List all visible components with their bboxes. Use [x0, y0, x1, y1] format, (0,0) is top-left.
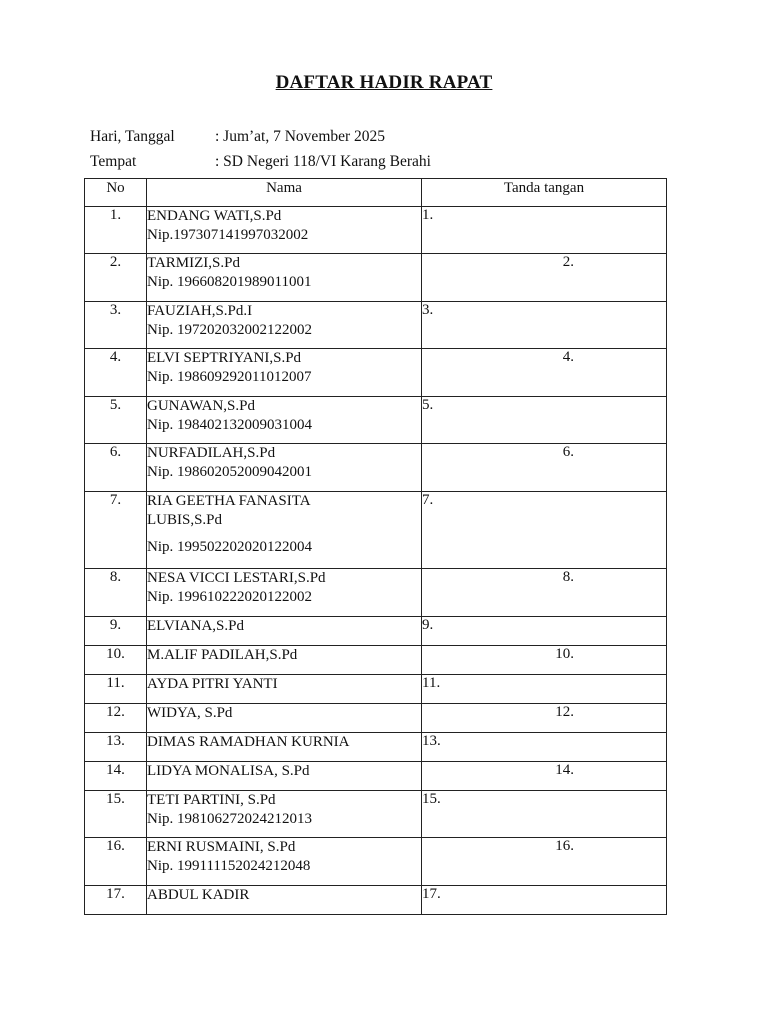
meta-place-label: Tempat	[90, 153, 137, 170]
row-number: 10.	[85, 646, 147, 675]
row-number: 14.	[85, 762, 147, 791]
row-name: WIDYA, S.Pd	[147, 705, 233, 721]
table-row	[85, 302, 667, 349]
row-name: FAUZIAH,S.Pd.I	[147, 303, 253, 319]
row-name-cell	[147, 704, 422, 733]
row-name: M.ALIF PADILAH,S.Pd	[147, 647, 298, 663]
row-number: 15.	[85, 791, 147, 838]
meta-date-value: : Jum’at, 7 November 2025	[215, 128, 386, 145]
row-signature-cell[interactable]: 4.	[422, 349, 667, 397]
table-row	[85, 617, 667, 646]
row-signature-cell[interactable]: 7.	[422, 492, 667, 569]
row-name-cell	[147, 733, 422, 762]
row-name: NESA VICCI LESTARI,S.Pd	[147, 570, 326, 586]
row-name-cell	[147, 886, 422, 915]
row-name: DIMAS RAMADHAN KURNIA	[147, 734, 350, 750]
table-row	[85, 675, 667, 704]
row-name-cell	[147, 617, 422, 646]
row-signature-cell[interactable]: 15.	[422, 791, 667, 838]
row-name-cell	[147, 791, 422, 838]
row-nip: Nip. 198402132009031004	[147, 417, 312, 433]
row-number: 13.	[85, 733, 147, 762]
row-name: TETI PARTINI, S.Pd	[147, 792, 276, 808]
row-name-cell	[147, 646, 422, 675]
row-name-cell	[147, 675, 422, 704]
meta-place-row	[90, 153, 431, 171]
row-name: NURFADILAH,S.Pd	[147, 445, 276, 461]
row-nip: Nip.197307141997032002	[147, 227, 309, 243]
row-nip: Nip. 199111152024212048	[147, 858, 311, 874]
document-title: DAFTAR HADIR RAPAT	[275, 72, 493, 93]
row-nip: Nip. 199610222020122002	[147, 589, 312, 605]
row-name: LIDYA MONALISA, S.Pd	[147, 763, 310, 779]
table-header-row	[85, 179, 667, 207]
row-signature-cell[interactable]: 17.	[422, 886, 667, 915]
meta-date-label: Hari, Tanggal	[90, 128, 175, 145]
table-row	[85, 791, 667, 838]
row-signature-cell[interactable]: 6.	[422, 444, 667, 492]
row-nip: Nip. 198106272024212013	[147, 811, 312, 827]
row-number: 11.	[85, 675, 147, 704]
table-row	[85, 762, 667, 791]
row-signature-cell[interactable]: 9.	[422, 617, 667, 646]
row-signature-cell[interactable]: 1.	[422, 207, 667, 254]
row-number: 17.	[85, 886, 147, 915]
header-no: No	[85, 179, 147, 207]
row-name-cell	[147, 302, 422, 349]
table-row	[85, 349, 667, 397]
row-name-cell	[147, 762, 422, 791]
row-number: 12.	[85, 704, 147, 733]
attendance-table	[84, 178, 667, 915]
table-row	[85, 838, 667, 886]
table-body	[85, 207, 667, 915]
row-number: 7.	[85, 492, 147, 569]
row-name: AYDA PITRI YANTI	[147, 676, 278, 692]
row-name-cell	[147, 492, 422, 569]
row-nip: Nip. 199502202020122004	[147, 539, 312, 555]
row-name-cell	[147, 207, 422, 254]
row-number: 1.	[85, 207, 147, 254]
table-row	[85, 207, 667, 254]
row-number: 9.	[85, 617, 147, 646]
row-name: GUNAWAN,S.Pd	[147, 398, 255, 414]
row-signature-cell[interactable]: 3.	[422, 302, 667, 349]
row-signature-cell[interactable]: 16.	[422, 838, 667, 886]
table-row	[85, 397, 667, 444]
row-signature-cell[interactable]: 13.	[422, 733, 667, 762]
row-signature-cell[interactable]: 10.	[422, 646, 667, 675]
row-nip: Nip. 197202032002122002	[147, 322, 312, 338]
row-signature-cell[interactable]: 2.	[422, 254, 667, 302]
table-row	[85, 704, 667, 733]
row-number: 3.	[85, 302, 147, 349]
table-row	[85, 733, 667, 762]
header-tanda-tangan: Tanda tangan	[422, 179, 667, 207]
row-signature-cell[interactable]: 8.	[422, 569, 667, 617]
table-row	[85, 886, 667, 915]
row-name-cell	[147, 397, 422, 444]
row-name-cell	[147, 349, 422, 397]
row-number: 4.	[85, 349, 147, 397]
meta-date-row	[90, 128, 385, 146]
table-row	[85, 492, 667, 569]
row-signature-cell[interactable]: 12.	[422, 704, 667, 733]
row-number: 8.	[85, 569, 147, 617]
row-name: ELVI SEPTRIYANI,S.Pd	[147, 350, 302, 366]
row-name-cell	[147, 254, 422, 302]
row-name: ELVIANA,S.Pd	[147, 618, 244, 634]
row-number: 16.	[85, 838, 147, 886]
row-name-continued: LUBIS,S.Pd	[147, 512, 223, 528]
table-row	[85, 444, 667, 492]
row-name: TARMIZI,S.Pd	[147, 255, 240, 271]
table-row	[85, 646, 667, 675]
row-name: ENDANG WATI,S.Pd	[147, 208, 282, 224]
row-signature-cell[interactable]: 14.	[422, 762, 667, 791]
row-name: ABDUL KADIR	[147, 887, 250, 903]
row-nip: Nip. 196608201989011001	[147, 274, 312, 290]
row-number: 6.	[85, 444, 147, 492]
meta-place-value: : SD Negeri 118/VI Karang Berahi	[215, 153, 431, 170]
header-nama: Nama	[147, 179, 422, 207]
row-name: ERNI RUSMAINI, S.Pd	[147, 839, 296, 855]
row-name-cell	[147, 569, 422, 617]
row-number: 5.	[85, 397, 147, 444]
row-nip: Nip. 198602052009042001	[147, 464, 312, 480]
table-row	[85, 569, 667, 617]
row-nip: Nip. 198609292011012007	[147, 369, 312, 385]
row-number: 2.	[85, 254, 147, 302]
row-signature-cell[interactable]: 5.	[422, 397, 667, 444]
row-name-cell	[147, 838, 422, 886]
row-name-cell	[147, 444, 422, 492]
table-row	[85, 254, 667, 302]
row-name: RIA GEETHA FANASITA	[147, 493, 311, 509]
row-signature-cell[interactable]: 11.	[422, 675, 667, 704]
